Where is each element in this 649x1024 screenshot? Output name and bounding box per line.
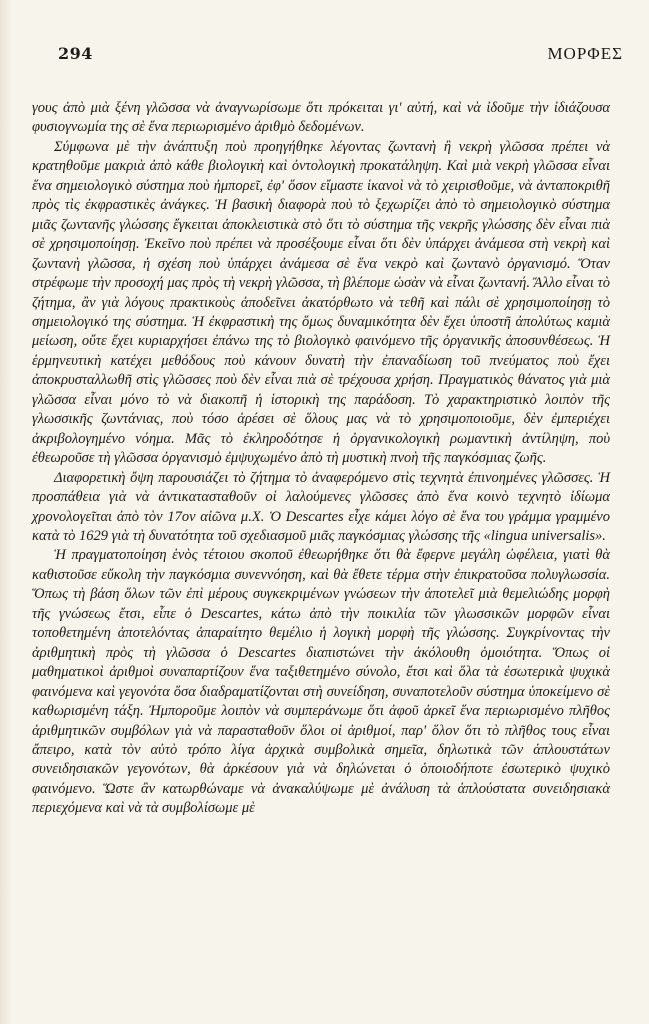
paragraph: γους ἀπὸ μιὰ ξένη γλῶσσα νὰ ἀναγνωρίσωμε ὅτι πρόκειται γι' αὐτή, καὶ νὰ ἰδοῦμε τὴν ἰδιάζουσα φυσιογνωμία της σὲ ἕνα περιωρισμένο ἀριθμὸ δεδομένων.: [32, 100, 610, 136]
paragraph: Ἡ πραγματοποίηση ἑνὸς τέτοιου σκοποῦ ἐθεωρήθηκε ὅτι θὰ ἔφερνε μεγάλη ὠφέλεια, γιατὶ θὰ καθιστοῦσε εὔκολη τὴν παγκόσμια συνεννόηση, καὶ θὰ ἔθετε τέρμα στὴν ἐπικρατοῦσα πολυγλωσσία. Ὅπως τὴ βάση ὅλων τῶν ἐπὶ μέρους συγκεκριμένων γνώσεων τὴν ἀποτελεῖ μιὰ θεμελιώδης μορφὴ τῆς γνώσεως ἔτσι, εἶπε ὁ Descartes, κάτω ἀπὸ τὴν ποικιλία τῶν γλωσσικῶν μορφῶν εἶναι τοποθετημένη ἀποτελόντας ἀπαραίτητο θεμέλιο ἡ λογικὴ μορφὴ τῆς γλώσσης. Συγκρίνοντας τὴν ἀριθμητικὴ πρὸς τὴ γλῶσσα ὁ Descartes διαπιστώνει τὴν ἀκόλουθη ὁμοιότητα. Ὅπως οἱ μαθηματικοὶ ἀριθμοὶ συναπαρτίζουν ἕνα ταξιθετημένο σύνολο, ἔτσι καὶ ὅλα τὰ ἐσωτερικὰ ψυχικὰ φαινόμενα καὶ γεγονότα ὅσα διαδραματίζονται στὴ συνείδηση, συναποτελοῦν σύστημα ὑποκείμενο σὲ καθωρισμένη τάξη. Ἠμποροῦμε λοιπὸν νὰ συμπεράνωμε ὅτι ἀφοῦ ἀρκεῖ ἕνα περιωρισμένο πλῆθος ἀριθμητικῶν συμβόλων γιὰ νὰ παρασταθοῦν ὅλοι οἱ ἀριθμοί, παρ' ὅλον ὅτι τὸ πλῆθος τους εἶναι ἄπειρο, κατὰ τὸν αὐτὸ τρόπο λίγα ἀρχικὰ συμβολικὰ σημεῖα, δηλωτικὰ τῶν ἁπλουστάτων συνειδησιακῶν γεγονότων, θὰ ἀρκέσουν γιὰ νὰ δηλώνεται ὁ ὁποιοδήποτε ἐσωτερικὸ ψυχικὸ φαινόμενο. Ὥστε ἂν κατωρθώναμε νὰ ἀνακαλύψωμε μὲ ἀνάλυση τὰ ἁπλούστατα συνειδησιακὰ περιεχόμενα καὶ νὰ τὰ συμβολίσωμε μὲ: [32, 547, 610, 817]
running-head: ΜΟΡΦΕΣ: [547, 44, 623, 63]
paragraph: Διαφορετικὴ ὄψη παρουσιάζει τὸ ζήτημα τὸ ἀναφερόμενο στὶς τεχνητὰ ἐπινοημένες γλῶσσες. Ἡ προσπάθεια γιὰ νὰ ἀντικατασταθοῦν οἱ λαλούμενες γλῶσσες ἀπὸ ἕνα κοινὸ τεχνητὸ ἰδίωμα χρονολογεῖται ἀπὸ τὸν 17ον αἰῶνα μ.Χ. Ὁ Descartes εἶχε κάμει λόγο σὲ ἕνα του γράμμα γραμμένο κατὰ τὸ 1629 γιὰ τὴ δυνατότητα τοῦ σχεδιασμοῦ μιᾶς παγκόσμιας γλώσσης τῆς «lingua universalis».: [32, 469, 610, 544]
paragraph: Σύμφωνα μὲ τὴν ἀνάπτυξη ποὺ προηγήθηκε λέγοντας ζωντανὴ ἢ νεκρὴ γλῶσσα πρέπει νὰ κρατηθοῦμε μακριὰ ἀπὸ κάθε βιολογικὴ καὶ ὀντολογικὴ προκατάληψη. Καὶ μιὰ νεκρὴ γλῶσσα εἶναι ἕνα σημειολογικὸ σύστημα ποὺ ἠμπορεῖ, ἐφ' ὅσον εἴμαστε ἱκανοὶ νὰ τὸ χειρισθοῦμε, νὰ ἀνταποκριθῆ πρὸς τὶς ἐκφραστικὲς ἀνάγκες. Ἡ βασικὴ διαφορὰ ποὺ τὸ ξεχωρίζει ἀπὸ τὸ σημειολογικὸ σύστημα μιᾶς ζωντανῆς γλώσσης ἔγκειται ἀποκλειστικὰ στὸ ὅτι τὸ σύστημα τῆς νεκρῆς γλώσσης δὲν εἶναι πιὰ σὲ χρησιμοποίησῃ. Ἐκεῖνο ποὺ πρέπει νὰ προσέξουμε εἶναι ὅτι δὲν ὑπάρχει ἀνάμεσα στὴ νεκρὴ καὶ ζωντανὴ γλῶσσα, ἡ σχέση ποὺ ὑπάρχει ἀνάμεσα σὲ ἕνα νεκρὸ καὶ ζωντανὸ ὀργανισμό. Ὅταν στρέφωμε τὴν προσοχή μας πρὸς τὴ νεκρὴ γλῶσσα, τὴ βλέπομε ὡσὰν νὰ εἶναι ζωντανή. Ἄλλο εἶναι τὸ ζήτημα, ἂν γιὰ λόγους πρακτικοὺς ἀποδεῖνει ἀκατόρθωτο νὰ τεθῆ καὶ πάλι σὲ χρησιμοποίησῃ τὸ σημειολογικό της σύστημα. Ἡ ἐκφραστικὴ της ὅμως δυναμικότητα δὲν ἔχει ὑποστῆ ἀπολύτως καμιὰ μείωση, οὔτε ἔχει κυριαρχήσει ἐπάνω της τὸ βιολογικὸ φαινόμενο τῆς ὀργανικῆς ἀποσυνθέσεως. Ἡ ἑρμηνευτικὴ κατέχει μεθόδους ποὺ κάνουν δυνατὴ τὴν ἐπαναδίωση τοῦ πνεύματος ποὺ ἔχει ἀποκρυσταλλωθῆ στὶς γλῶσσες ποὺ δὲν εἶναι πιὰ σὲ τρέχουσα χρήση. Πραγματικὸς θάνατος γιὰ μιὰ γλῶσσα εἶναι μόνο τὸ νὰ διακοπῆ ἡ ἱστορικὴ της παράδοση. Τὸ χαρακτηριστικὸ λοιπὸν τῆς γλωσσικῆς ζωντάνιας, ποὺ τόσο ἀρέσει σὲ ὅλους μας νὰ τὸ χρησιμοποιοῦμε, δὲν ἐμπεριέχει ἀκριβολογημένο νόημα. Μᾶς τὸ ἐκληροδότησε ἡ ὀργανικολογικὴ ρωμαντικὴ ἀντίληψη, ποὺ ἐθεωροῦσε τὴ γλῶσσα ὀργανισμὸ ἐμψυχωμένο ἀπὸ τὴ μυστικὴ πνοὴ τῆς παγκόσμιας ζωῆς.: [32, 138, 610, 467]
body-text: [32, 99, 610, 819]
page-number: 294: [58, 44, 93, 63]
page-header: [58, 44, 623, 70]
scan-shadow: [0, 0, 12, 1024]
